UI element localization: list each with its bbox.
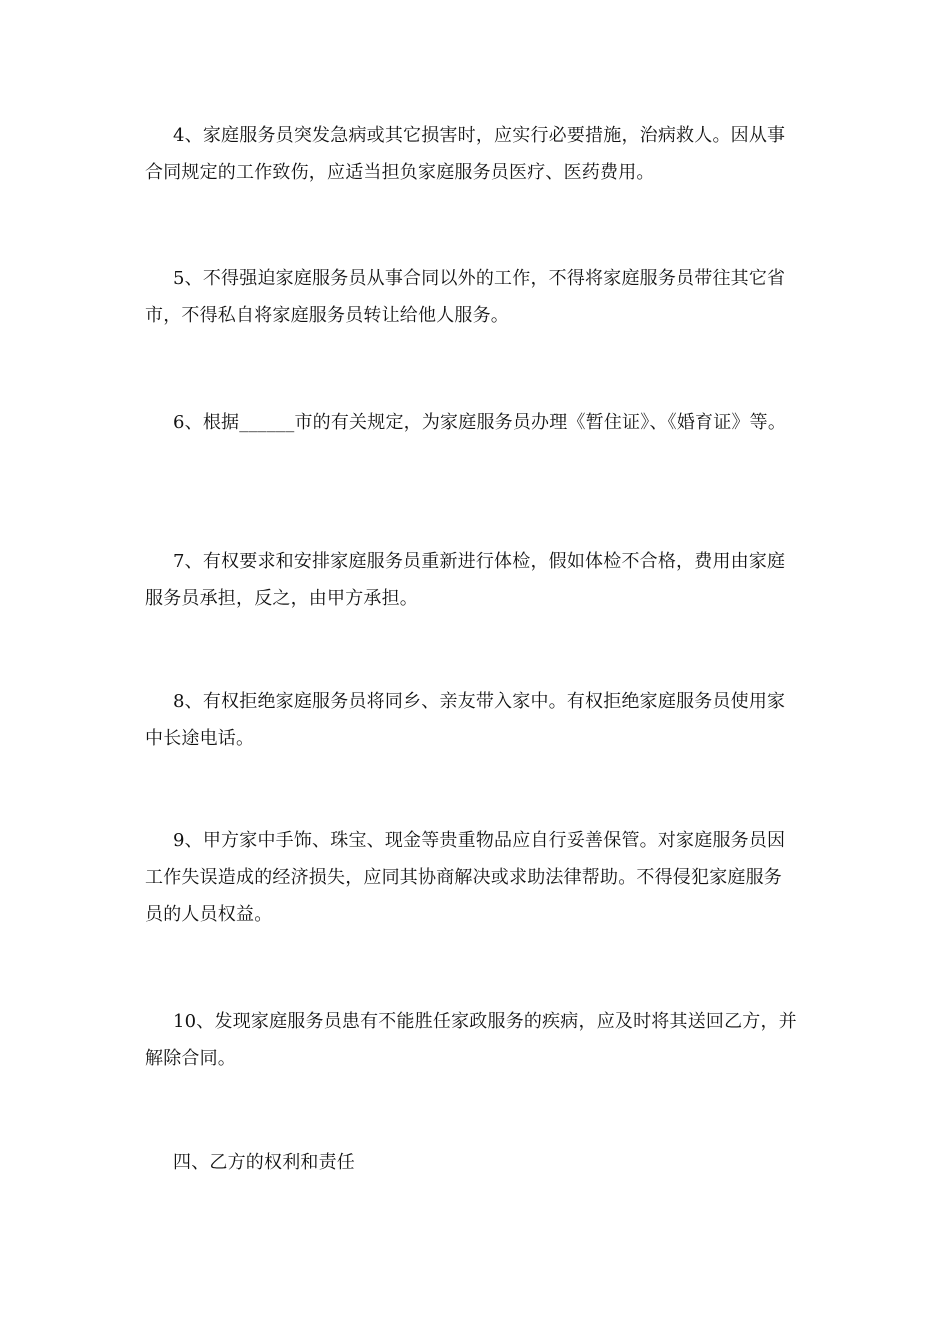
clause-8: 8、有权拒绝家庭服务员将同乡、亲友带入家中。有权拒绝家庭服务员使用家中长途电话。 — [145, 691, 786, 749]
clause-6: 6、根据______市的有关规定，为家庭服务员办理《暂住证》、《婚育证》等。 — [173, 412, 787, 433]
clause-7: 7、有权要求和安排家庭服务员重新进行体检，假如体检不合格，费用由家庭服务员承担，反之，由甲方承担。 — [145, 551, 786, 609]
clause-5: 5、不得强迫家庭服务员从事合同以外的工作，不得将家庭服务员带往其它省市，不得私自将家庭服务员转让给他人服务。 — [145, 268, 786, 326]
clause-10: 10、发现家庭服务员患有不能胜任家政服务的疾病，应及时将其送回乙方，并解除合同。 — [145, 1011, 797, 1069]
section-heading: 四、乙方的权利和责任 — [173, 1152, 355, 1173]
clause-4: 4、家庭服务员突发急病或其它损害时，应实行必要措施，治病救人。因从事合同规定的工作致伤，应适当担负家庭服务员医疗、医药费用。 — [145, 125, 786, 183]
clause-9: 9、甲方家中手饰、珠宝、现金等贵重物品应自行妥善保管。对家庭服务员因工作失误造成的经济损失，应同其协商解决或求助法律帮助。不得侵犯家庭服务员的人员权益。 — [145, 830, 786, 925]
